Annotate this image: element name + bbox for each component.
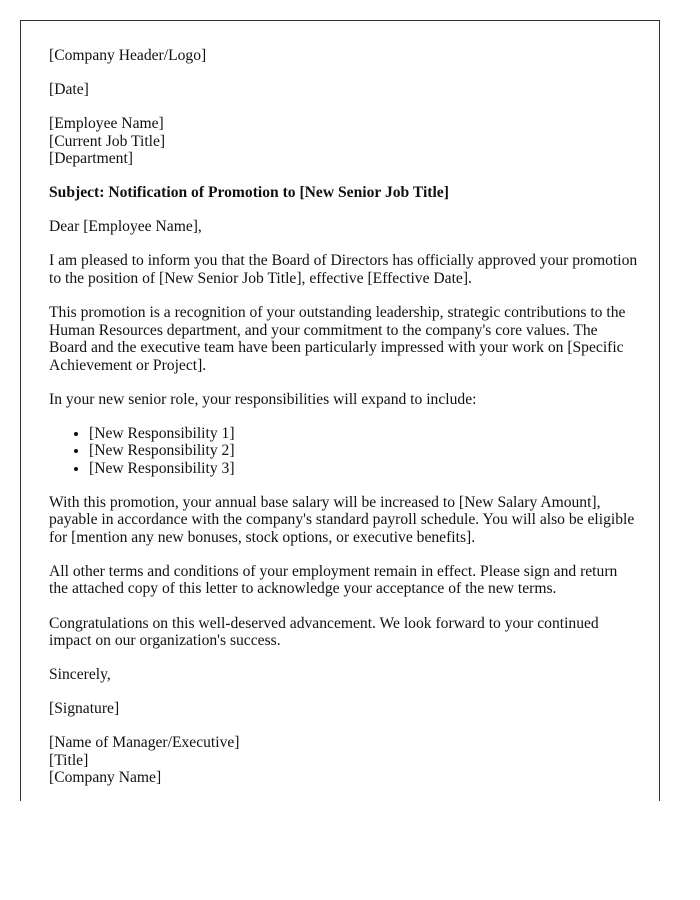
sender-name: [Name of Manager/Executive] <box>49 734 240 752</box>
sender-company: [Company Name] <box>49 769 162 787</box>
congratulations-paragraph: Congratulations on this well-deserved advancement. We look forward to your continued impact on our organization's success. <box>49 614 599 650</box>
recipient-department: [Department] <box>49 150 133 168</box>
company-header: [Company Header/Logo] <box>49 47 207 64</box>
subject-line: Subject: Notification of Promotion to [New Senior Job Title] <box>49 184 449 202</box>
letter-content <box>49 47 639 801</box>
salary-paragraph: With this promotion, your annual base salary will be increased to [New Salary Amount], payable in accordance with the company's standard payroll schedule. You will also be eligible for [mention any new bonuses, stock options, or executive benefits]. <box>49 493 635 546</box>
responsibilities-intro: In your new senior role, your responsibilities will expand to include: <box>49 390 477 408</box>
intro-paragraph: I am pleased to inform you that the Board of Directors has officially approved your promotion to the position of [New Senior Job Title], effective [Effective Date]. <box>49 252 638 287</box>
terms-paragraph: All other terms and conditions of your employment remain in effect. Please sign and return the attached copy of this letter to acknowledge your acceptance of the new terms. <box>49 562 618 598</box>
responsibilities-list <box>49 425 639 478</box>
recipient-block <box>49 115 639 168</box>
list-item: • [New Responsibility 2] <box>89 442 639 460</box>
sender-title: [Title] <box>49 751 89 769</box>
recipient-name: [Employee Name] <box>49 115 164 133</box>
recognition-paragraph: This promotion is a recognition of your outstanding leadership, strategic contributions to the Human Resources department, and your commitment to the company's core values. The Board and the executive team have been particularly impressed with your work on [Specific Achievement or Project]. <box>49 304 626 374</box>
list-item: • [New Responsibility 1] <box>89 425 639 443</box>
closing: Sincerely, <box>49 666 111 684</box>
recipient-job-title: [Current Job Title] <box>49 132 166 150</box>
signature: [Signature] <box>49 700 120 718</box>
salutation: Dear [Employee Name], <box>49 218 202 236</box>
letter-page <box>20 20 660 801</box>
sender-block <box>49 734 639 787</box>
letter-date: [Date] <box>49 81 89 99</box>
list-item: • [New Responsibility 3] <box>89 460 639 478</box>
